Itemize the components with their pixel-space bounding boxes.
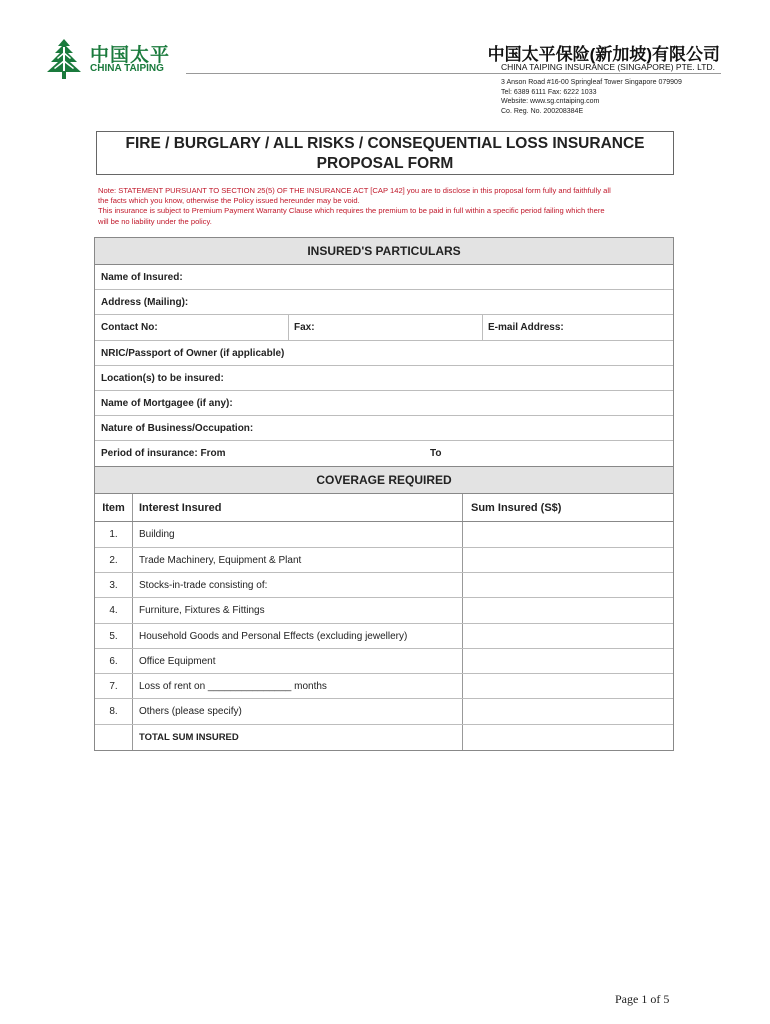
column-header-interest: Interest Insured <box>133 494 463 521</box>
logo-chinese-text: 中国太平 <box>90 45 171 66</box>
logo-english-text: CHINA TAIPING <box>90 63 164 74</box>
row-interest: Household Goods and Personal Effects (excluding jewellery) <box>133 624 463 648</box>
field-label: Location(s) to be insured: <box>101 372 224 384</box>
coverage-row <box>95 699 673 724</box>
total-sum-insured-input[interactable] <box>463 725 673 750</box>
coverage-row <box>95 573 673 598</box>
page-number: Page 1 of 5 <box>615 992 670 1006</box>
coverage-table-header <box>95 494 673 522</box>
coverage-row <box>95 548 673 573</box>
location-field[interactable] <box>95 366 673 391</box>
sum-insured-input[interactable] <box>463 573 673 597</box>
mailing-address-field[interactable] <box>95 290 673 315</box>
sum-insured-input[interactable] <box>463 624 673 648</box>
row-interest: Office Equipment <box>133 649 463 673</box>
row-item-number: 1. <box>95 522 133 546</box>
contact-row <box>95 315 673 340</box>
row-item-number: 3. <box>95 573 133 597</box>
insured-particulars-heading: INSURED'S PARTICULARS <box>95 238 673 265</box>
fax-label: Fax: <box>294 322 315 334</box>
coverage-row <box>95 598 673 623</box>
field-label: Nature of Business/Occupation: <box>101 423 254 435</box>
column-header-item: Item <box>95 494 133 521</box>
field-label: Name of Mortgagee (if any): <box>101 397 233 409</box>
pine-tree-logo-icon <box>44 38 84 80</box>
row-interest: Loss of rent on _______________ months <box>133 674 463 698</box>
nric-passport-field[interactable] <box>95 341 673 366</box>
form-subtitle: PROPOSAL FORM <box>316 155 454 172</box>
total-sum-insured-label: TOTAL SUM INSURED <box>133 725 463 750</box>
coverage-required-heading: COVERAGE REQUIRED <box>95 467 673 494</box>
row-interest: Stocks-in-trade consisting of: <box>133 573 463 597</box>
column-divider <box>482 315 483 339</box>
company-name-english: CHINA TAIPING INSURANCE (SINGAPORE) PTE. LTD. <box>501 62 715 72</box>
company-name-chinese: 中国太平保险(新加坡)有限公司 <box>487 45 720 64</box>
period-to-label: To <box>430 448 442 460</box>
company-address: 3 Anson Road #16-00 Springleaf Tower Singapore 079909 <box>501 79 682 86</box>
sum-insured-input[interactable] <box>463 598 673 622</box>
sum-insured-input[interactable] <box>463 699 673 723</box>
note-line: will be no liability under the policy. <box>98 216 212 226</box>
name-of-insured-field[interactable] <box>95 265 673 290</box>
business-occupation-field[interactable] <box>95 416 673 441</box>
company-reg-no: Co. Reg. No. 200208384E <box>501 107 584 115</box>
contact-no-label: Contact No: <box>101 322 158 334</box>
row-item-number: 2. <box>95 548 133 572</box>
row-item-number: 7. <box>95 674 133 698</box>
form-title: FIRE / BURGLARY / ALL RISKS / CONSEQUENTIAL LOSS INSURANCE <box>125 135 645 152</box>
sum-insured-input[interactable] <box>463 522 673 546</box>
column-divider <box>288 315 289 339</box>
period-of-insurance-field[interactable] <box>95 441 673 467</box>
coverage-row <box>95 522 673 547</box>
header-divider <box>186 73 721 74</box>
row-item-number: 6. <box>95 649 133 673</box>
company-website: Website: www.sg.cntaiping.com <box>501 98 600 105</box>
email-label: E-mail Address: <box>488 322 564 334</box>
sum-insured-input[interactable] <box>463 548 673 572</box>
row-interest: Furniture, Fixtures & Fittings <box>133 598 463 622</box>
sum-insured-input[interactable] <box>463 649 673 673</box>
field-label: Name of Insured: <box>101 272 183 283</box>
column-header-sum: Sum Insured (S$) <box>471 502 562 515</box>
row-item-number <box>95 725 133 750</box>
row-item-number: 5. <box>95 624 133 648</box>
row-item-number: 4. <box>95 598 133 622</box>
note-line: This insurance is subject to Premium Payment Warranty Clause which requires the premium to be paid in full within a specific period failing which there <box>98 206 605 216</box>
company-logo <box>44 38 184 80</box>
statutory-note <box>98 186 678 227</box>
coverage-row <box>95 624 673 649</box>
row-interest: Building <box>133 522 463 546</box>
mortgagee-field[interactable] <box>95 391 673 416</box>
form-title-box <box>96 131 674 175</box>
field-label: Address (Mailing): <box>101 297 189 309</box>
row-interest: Trade Machinery, Equipment & Plant <box>133 548 463 572</box>
period-from-label: Period of insurance: From <box>101 448 226 460</box>
coverage-row <box>95 649 673 674</box>
total-row <box>95 725 673 750</box>
field-label: NRIC/Passport of Owner (if applicable) <box>101 347 285 359</box>
row-interest: Others (please specify) <box>133 699 463 723</box>
note-line: the facts which you know, otherwise the Policy issued hereunder may be void. <box>98 196 360 206</box>
proposal-form <box>94 237 674 751</box>
row-item-number: 8. <box>95 699 133 723</box>
note-line: Note: STATEMENT PURSUANT TO SECTION 25(5) OF THE INSURANCE ACT [CAP 142] you are to disclose in this proposal form fully and faithfully all <box>98 186 611 195</box>
coverage-row <box>95 674 673 699</box>
company-contact-block <box>501 78 682 116</box>
company-phone: Tel: 6389 6111 Fax: 6222 1033 <box>501 88 597 96</box>
sum-insured-input[interactable] <box>463 674 673 698</box>
